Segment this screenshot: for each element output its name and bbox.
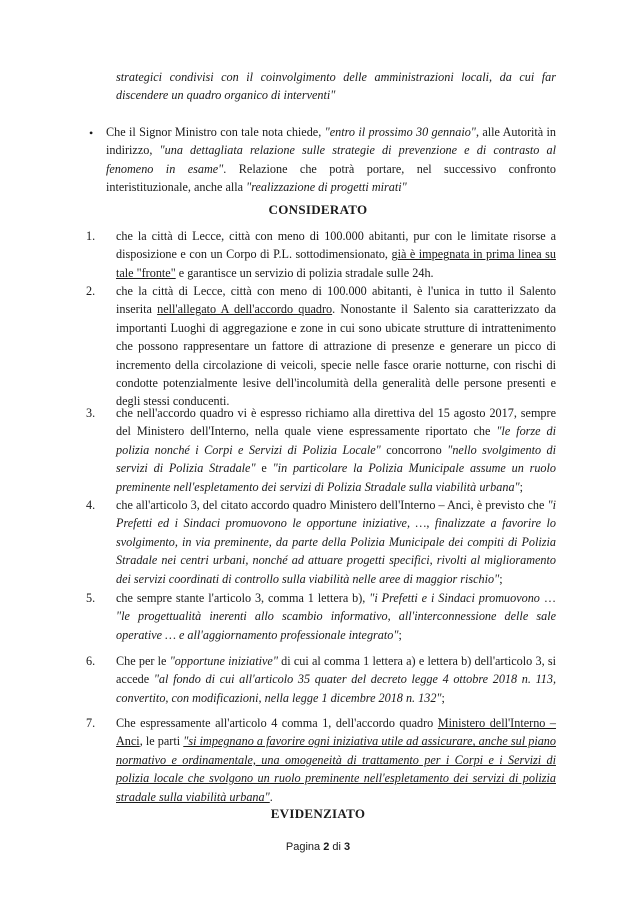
item-number-3: 3. — [86, 406, 96, 420]
list-item-6: Che per le "opportune iniziative" di cui al comma 1 lettera a) e lettera b) dell'articolo 3, si accede "al fondo di cui all'articolo 35 quater del decreto legge 4 ottobre 2018 n. 113, convertito, con modificazioni, nella legge 1 dicembre 2018 n. 132"; — [116, 654, 556, 705]
list-item-2: che la città di Lecce, città con meno di 100.000 abitanti, è l'unica in tutto il Salento inserita nell'allegato A dell'accordo quadro. Nonostante il Salento sia caratterizzato da importanti Luoghi di aggregazione e zone in cui sono ubicate strutture di intrattenimento che possono rappresentare un fattore di attrazione di presenze e generare un picco di incremento della circolazione di veicoli, specie nelle fasce orarie notturne, con rischi di condotte potenzialmente lesive dell'incolumità della generalità delle persone presenti e degli stessi conducenti. — [116, 284, 556, 409]
item-number-2: 2. — [86, 284, 96, 298]
item-number-4: 4. — [86, 498, 96, 512]
item-number-1: 1. — [86, 229, 96, 243]
list-item-5: che sempre stante l'articolo 3, comma 1 lettera b), "i Prefetti e i Sindaci promuovono … "le progettualità inerenti allo scambio informativo, all'interconnessione delle sale operative … e all'aggiornamento professionale integrato"; — [116, 591, 556, 642]
list-item-7: Che espressamente all'articolo 4 comma 1, dell'accordo quadro Ministero dell'Interno – Anci, le parti "si impegnano a favorire ogni iniziativa utile ad assicurare, anche sul piano normativo e ordinamentale, una omogeneità di trattamento per i Corpi e i Servizi di polizia locale che svolgono un ruolo preminente nell'espletamento dei servizi di polizia stradale sulla viabilità urbana". — [116, 716, 556, 804]
page-separator: di — [329, 841, 344, 853]
intro-continuation: strategici condivisi con il coinvolgimento delle amministrazioni locali, da cui far discendere un quadro organico di interventi" — [116, 70, 556, 103]
page-label: Pagina — [285, 841, 324, 853]
heading-considerato: CONSIDERATO — [268, 202, 368, 217]
total-pages: 3 — [344, 841, 351, 853]
current-page: 2 — [323, 841, 330, 853]
bullet-marker: • — [89, 126, 94, 140]
item-number-7: 7. — [86, 716, 96, 730]
item-number-6: 6. — [86, 654, 96, 668]
item-number-5: 5. — [86, 591, 96, 605]
heading-evidenziato: EVIDENZIATO — [270, 806, 366, 821]
list-item-1: che la città di Lecce, città con meno di 100.000 abitanti, pur con le limitate risorse a disposizione e con un Corpo di P.L. sottodimensionato, già è impegnata in prima linea su tale "fronte" e garantisce un servizio di polizia stradale sulle 24h. — [116, 229, 556, 280]
bullet-paragraph: Che il Signor Ministro con tale nota chiede, "entro il prossimo 30 gennaio", alle Autorità in indirizzo, "una dettagliata relazione sulle strategie di prevenzione e di contrasto al fenomeno in esame". Relazione che potrà portare, nel successivo confronto interistituzionale, anche alla "realizzazione di progetti mirati" — [106, 125, 557, 195]
list-item-3: che nell'accordo quadro vi è espresso richiamo alla direttiva del 15 agosto 2017, sempre del Ministero dell'Interno, nella quale viene espressamente riportato che "le forze di polizia nonché i Corpi e Servizi di Polizia Locale" concorrono "nello svolgimento di servizi di Polizia Stradale" e "in particolare la Polizia Municipale assume un ruolo preminente nell'espletamento dei servizi di Polizia Stradale sulla viabilità urbana"; — [116, 406, 556, 494]
list-item-4: che all'articolo 3, del citato accordo quadro Ministero dell'Interno – Anci, è previsto che "i Prefetti ed i Sindaci promuovono le opportune iniziative, …, finalizzate a favorire lo svolgimento, in via preminente, da parte della Polizia Municipale dei compiti di Polizia Stradale nei centri urbani, nonché ad attuare progetti specifici, rivolti al miglioramento dei servizi coordinati di controllo sulla viabilità nelle aree di maggior rischio"; — [116, 498, 556, 586]
page-number-footer — [0, 841, 636, 853]
